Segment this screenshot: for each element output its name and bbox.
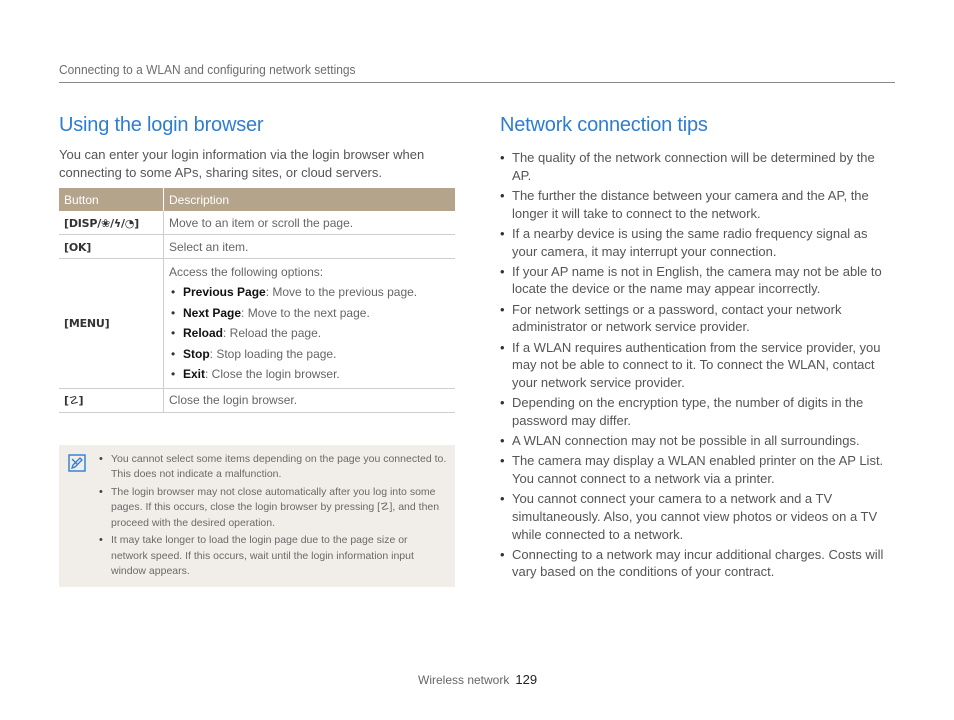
note-box [59, 445, 455, 587]
list-item: • It may take longer to load the login page due to the page size or network speed. If this occurs, wait until the login information input window appears. [99, 533, 447, 580]
list-item: • The quality of the network connection will be determined by the AP. [500, 149, 895, 184]
list-item: • If your AP name is not in English, the camera may not be able to locate the device or the name may appear incorrectly. [500, 263, 895, 298]
list-item: • If a nearby device is using the same radio frequency signal as your camera, it may interrupt your connection. [500, 225, 895, 260]
list-item: • Depending on the encryption type, the number of digits in the password may differ. [500, 394, 895, 429]
network-tips-section [500, 114, 895, 584]
button-cell [59, 259, 164, 389]
table-row [59, 259, 455, 389]
list-item: • Stop: Stop loading the page. [169, 344, 450, 365]
list-item: • Reload: Reload the page. [169, 323, 450, 344]
list-item: • The login browser may not close automatically after you log into some pages. If this occurs, close the login browser by pressing [☡], and then proceed with the desired operation. [99, 485, 447, 532]
description-cell: Select an item. [164, 235, 456, 259]
access-options-label: Access the following options: [169, 265, 324, 279]
trash-key: [☡] [64, 394, 84, 407]
ok-key: [OK] [64, 240, 92, 254]
intro-paragraph: You can enter your login information via the login browser when connecting to some APs, sharing sites, or cloud servers. [59, 147, 425, 180]
disp-nav-keys: [DISP/❀/ϟ/◔] [64, 216, 139, 230]
note-list [99, 452, 447, 582]
description-cell [164, 259, 456, 389]
button-cell [59, 235, 164, 259]
note-pencil-icon [68, 454, 86, 472]
description-cell: Move to an item or scroll the page. [164, 211, 456, 235]
list-item: • Previous Page: Move to the previous page. [169, 282, 450, 303]
button-cell [59, 211, 164, 235]
section-title-login-browser: Using the login browser [59, 114, 264, 136]
page-number: 129 [515, 672, 538, 687]
table-row [59, 211, 455, 235]
footer-section-name: Wireless network [418, 673, 510, 687]
breadcrumb: Connecting to a WLAN and configuring network settings [59, 62, 356, 77]
table-header-row [59, 188, 455, 211]
tips-list [500, 149, 895, 581]
description-cell: Close the login browser. [164, 388, 456, 412]
list-item: • For network settings or a password, contact your network administrator or network service provider. [500, 301, 895, 336]
list-item: • Next Page: Move to the next page. [169, 303, 450, 324]
list-item: • Connecting to a network may incur additional charges. Costs will vary based on the conditions of your contract. [500, 546, 895, 581]
header-divider [59, 82, 895, 83]
list-item: • If a WLAN requires authentication from the service provider, you may not be able to connect to it. To connect the WLAN, contact your network service provider. [500, 339, 895, 392]
button-description-table [59, 188, 455, 413]
list-item: • Exit: Close the login browser. [169, 364, 450, 385]
list-item: • A WLAN connection may not be possible in all surroundings. [500, 432, 895, 450]
menu-options-list [169, 282, 450, 385]
login-browser-section [59, 114, 455, 587]
section-title-network-tips: Network connection tips [500, 114, 708, 136]
column-header-description: Description [164, 188, 456, 211]
page-footer [418, 672, 537, 687]
list-item: • You cannot select some items depending on the page you connected to. This does not indicate a malfunction. [99, 452, 447, 483]
table-row [59, 388, 455, 412]
list-item: • You cannot connect your camera to a network and a TV simultaneously. Also, you cannot view photos or videos on a TV while connected to a network. [500, 490, 895, 543]
menu-key: [MENU] [64, 317, 110, 331]
list-item: • The camera may display a WLAN enabled printer on the AP List. You cannot connect to a network via a printer. [500, 452, 895, 487]
list-item: • The further the distance between your camera and the AP, the longer it will take to connect to the network. [500, 187, 895, 222]
table-row [59, 235, 455, 259]
column-header-button: Button [59, 188, 164, 211]
button-cell [59, 388, 164, 412]
